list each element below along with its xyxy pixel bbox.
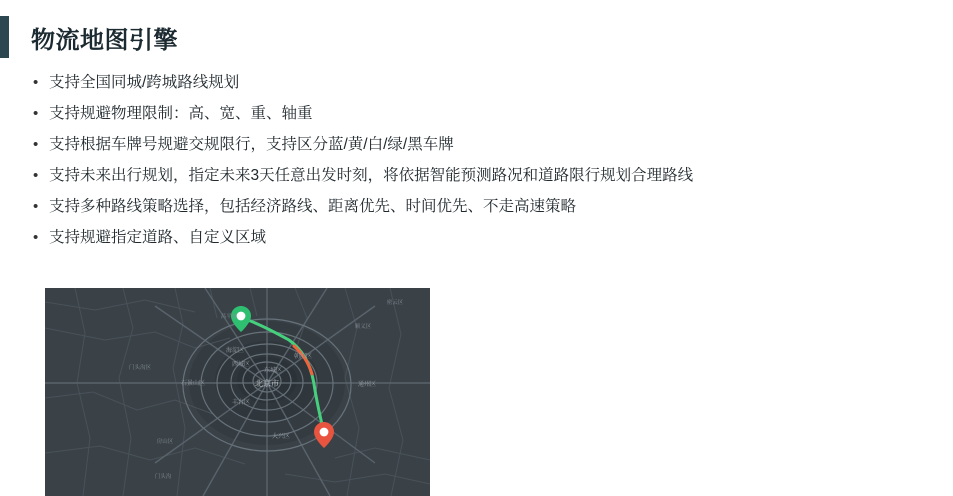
- list-item: [30, 103, 920, 125]
- map-image[interactable]: [45, 288, 430, 496]
- title-accent-bar: [0, 16, 9, 58]
- list-item-label: 支持未来出行规划，指定未来3天任意出发时刻，将依据智能预测路况和道路限行规划合理路线: [49, 167, 694, 184]
- map-label: 大兴区: [271, 434, 291, 440]
- map-label: 朝阳区: [293, 354, 313, 360]
- map-label: 海淀区: [225, 348, 245, 354]
- map-label: 北京市: [255, 379, 279, 388]
- map-label: 丰台区: [231, 400, 251, 406]
- bullet-marker: •: [33, 198, 39, 215]
- list-item-label: 支持多种路线策略选择，包括经济路线、距离优先、时间优先、不走高速策略: [49, 198, 577, 215]
- list-item-label: 支持全国同城/跨城路线规划: [49, 74, 240, 91]
- list-item: [30, 227, 920, 249]
- bullet-marker: •: [33, 74, 39, 91]
- bullet-marker: •: [33, 136, 39, 153]
- map-label: 密云区: [386, 300, 404, 306]
- map-label: 石景山区: [180, 381, 206, 387]
- map-label: 昌平区: [220, 314, 238, 320]
- map-label: 东城区: [263, 368, 283, 374]
- list-item: [30, 165, 920, 187]
- page-title: [0, 16, 178, 58]
- bullet-marker: •: [33, 229, 39, 246]
- bullet-marker: •: [33, 167, 39, 184]
- map-canvas[interactable]: [45, 288, 430, 496]
- title-text: 物流地图引擎: [31, 26, 178, 54]
- list-item-label: 支持规避指定道路、自定义区域: [49, 229, 267, 246]
- map-label: 门头沟: [154, 474, 172, 480]
- map-label: 通州区: [357, 382, 377, 388]
- list-item-label: 支持规避物理限制：高、宽、重、轴重: [49, 105, 313, 122]
- map-label: 房山区: [156, 439, 174, 445]
- map-label: 门头沟区: [128, 365, 152, 371]
- list-item: [30, 134, 920, 156]
- map-label: 西城区: [231, 362, 251, 368]
- bullet-marker: •: [33, 105, 39, 122]
- list-item: [30, 72, 920, 94]
- map-label: 顺义区: [354, 324, 372, 330]
- bullet-list: [30, 72, 920, 258]
- list-item-label: 支持根据车牌号规避交规限行，支持区分蓝/黄/白/绿/黑车牌: [49, 136, 454, 153]
- list-item: [30, 196, 920, 218]
